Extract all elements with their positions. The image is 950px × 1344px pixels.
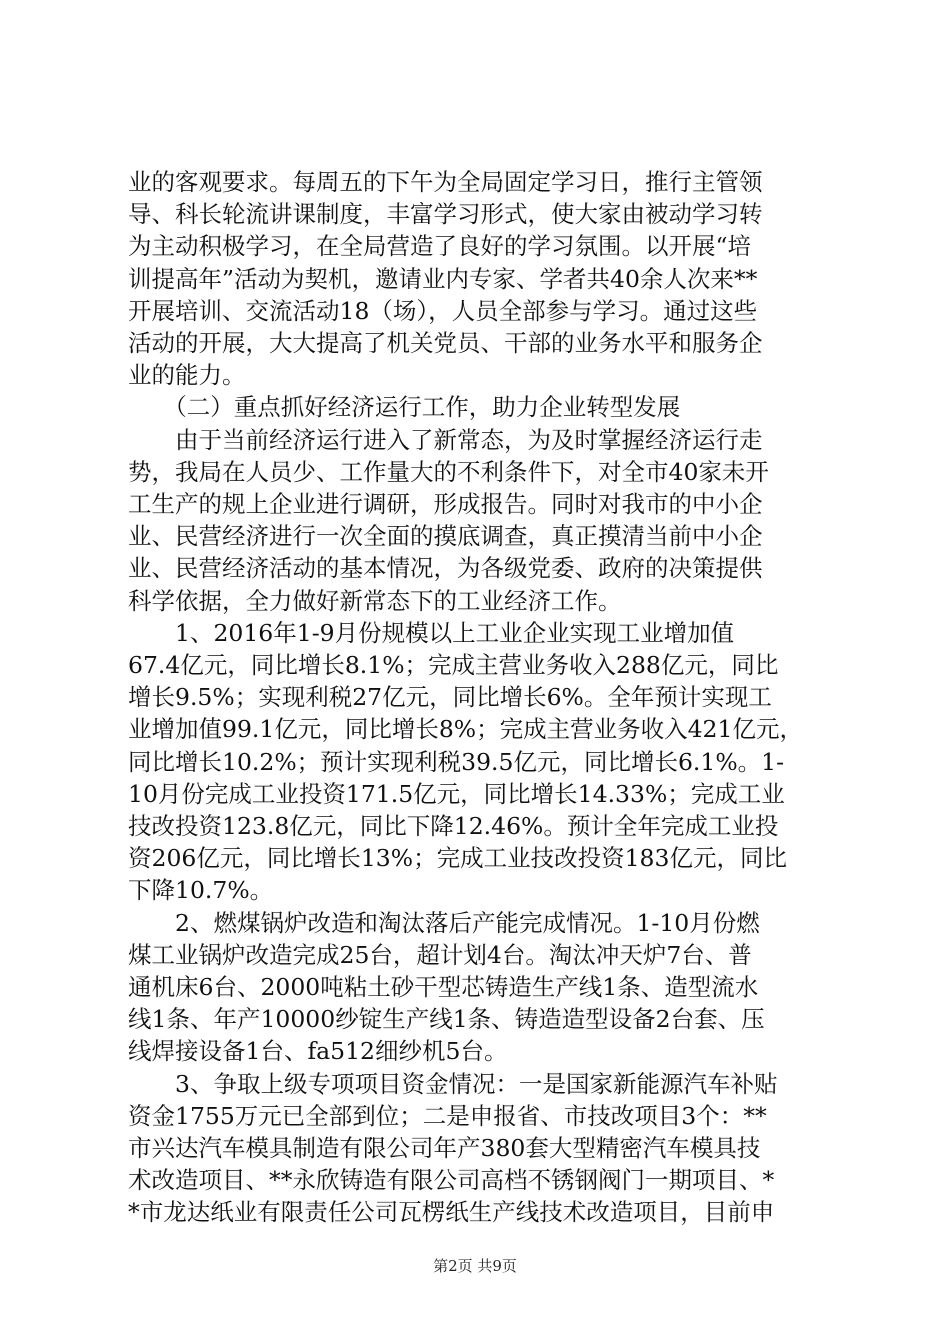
text-line: 术改造项目、**永欣铸造有限公司高档不锈钢阀门一期项目、*	[128, 1166, 775, 1195]
text-line: 2、燃煤锅炉改造和淘汰落后产能完成情况。1-10月份燃	[128, 908, 760, 937]
text-line: 67.4亿元，同比增长8.1%；完成主营业务收入288亿元，同比	[128, 651, 779, 679]
text-line: 增长9.5%；实现利税27亿元，同比增长6%。全年预计实现工	[128, 683, 772, 712]
text-line: 由于当前经济运行进入了新常态，为及时掌握经济运行走	[128, 425, 763, 454]
text-line: 通机床6台、2000吨粘土砂干型芯铸造生产线1条、造型流水	[128, 973, 759, 1001]
text-line: 3、争取上级专项项目资金情况：一是国家新能源汽车补贴	[128, 1069, 778, 1098]
text-line: 导、科长轮流讲课制度，丰富学习形式，使大家由被动学习转	[128, 200, 763, 229]
text-line: 技改投资123.8亿元，同比下降12.46%。预计全年完成工业投	[128, 812, 779, 840]
text-line: 同比增长10.2%；预计实现利税39.5亿元，同比增长6.1%。1-	[128, 747, 785, 776]
text-line: 业、民营经济活动的基本情况，为各级党委、政府的决策提供	[128, 554, 763, 583]
text-line: 资金1755万元已全部到位；二是申报省、市技改项目3个：**	[128, 1101, 767, 1130]
page-number: 第2页 共9页	[433, 1257, 517, 1275]
text-line: 线焊接设备1台、fa512细纱机5台。	[128, 1037, 508, 1066]
text-line: 资206亿元，同比增长13%；完成工业技改投资183亿元，同比	[128, 844, 787, 873]
text-line: 业、民营经济进行一次全面的摸底调查，真正摸清当前中小企	[128, 522, 763, 551]
text-line: 工生产的规上企业进行调研，形成报告。同时对我市的中小企	[128, 490, 763, 518]
text-line: 活动的开展，大大提高了机关党员、干部的业务水平和服务企	[128, 329, 763, 357]
text-line: 业的客观要求。每周五的下午为全局固定学习日，推行主管领	[128, 168, 763, 196]
text-line: 市兴达汽车模具制造有限公司年产380套大型精密汽车模具技	[128, 1134, 761, 1162]
text-line: 1、2016年1-9月份规模以上工业企业实现工业增加值	[128, 618, 735, 647]
section-heading: （二）重点抓好经济运行工作，助力企业转型发展	[128, 393, 681, 422]
text-line: 10月份完成工业投资171.5亿元，同比增长14.33%；完成工业	[128, 779, 785, 808]
text-line: *市龙达纸业有限责任公司瓦楞纸生产线技术改造项目，目前申	[128, 1198, 775, 1227]
text-line: 训提高年”活动为契机，邀请业内专家、学者共40余人次来**	[128, 264, 758, 293]
text-line: 为主动积极学习，在全局营造了良好的学习氛围。以开展“培	[128, 232, 752, 261]
text-line: 科学依据，全力做好新常态下的工业经济工作。	[128, 586, 622, 615]
text-line: 线1条、年产10000纱锭生产线1条、铸造造型设备2台套、压	[128, 1005, 765, 1034]
text-line: 业增加值99.1亿元，同比增长8%；完成主营业务收入421亿元，	[128, 715, 803, 744]
text-line: 业的能力。	[128, 361, 246, 390]
text-line: 开展培训、交流活动18（场），人员全部参与学习。通过这些	[128, 296, 758, 325]
text-line: 势，我局在人员少、工作量大的不利条件下，对全市40家未开	[128, 457, 769, 486]
text-line: 下降10.7%。	[128, 876, 274, 905]
text-line: 煤工业锅炉改造完成25台，超计划4台。淘汰冲天炉7台、普	[128, 940, 752, 969]
